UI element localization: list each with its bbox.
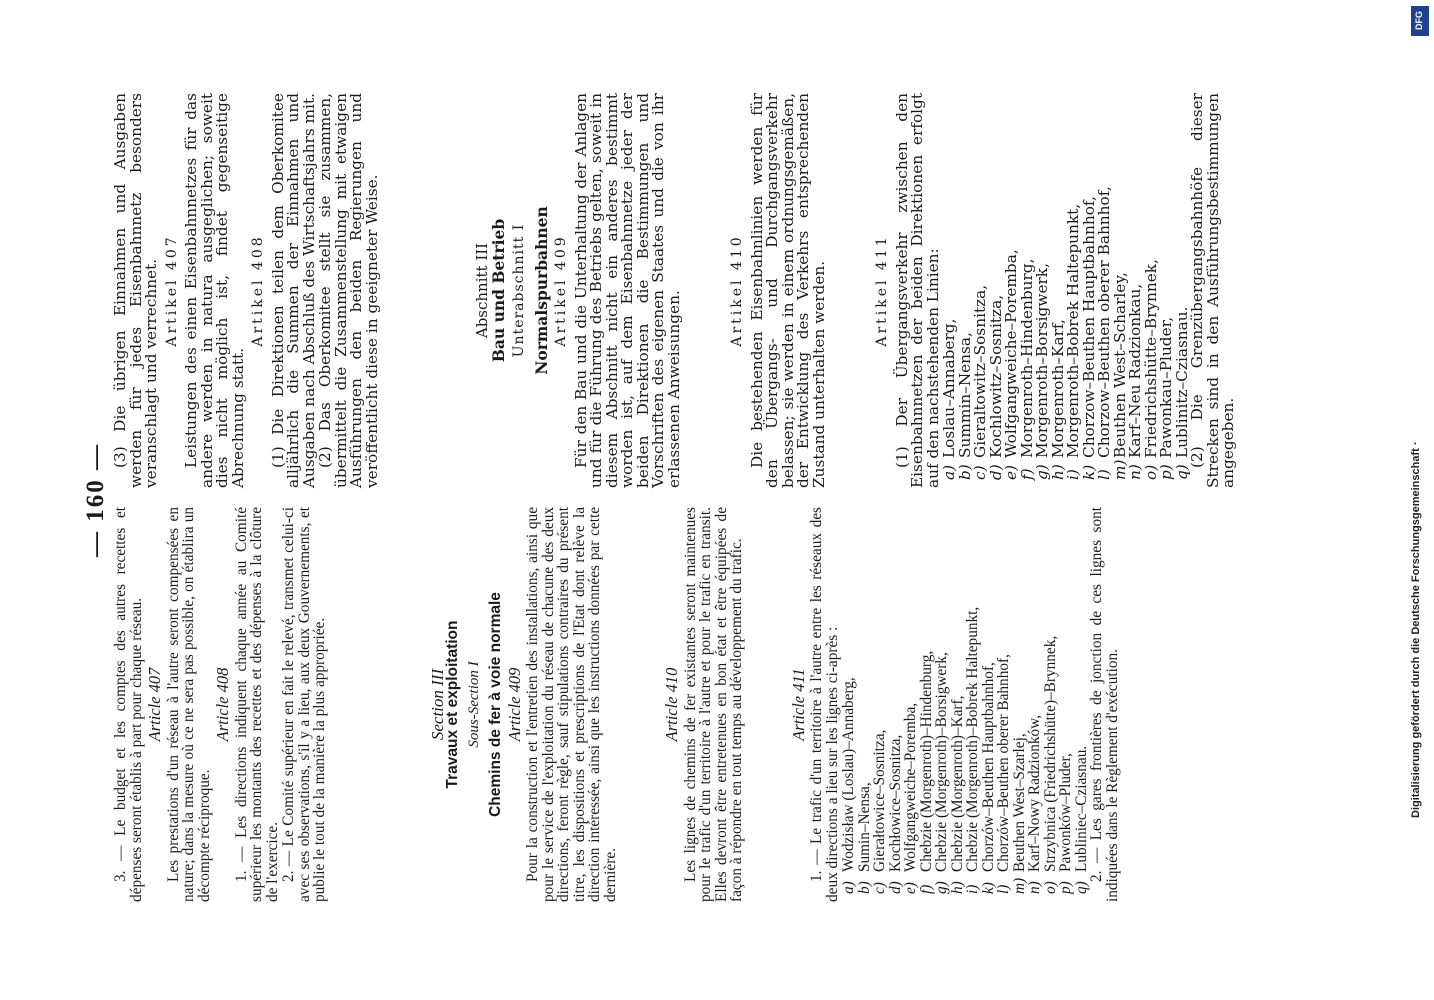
article-heading: Artikel 410 — [729, 234, 745, 347]
french-column — [113, 507, 1121, 902]
list-letter: d) — [886, 881, 904, 894]
list-letter: c) — [971, 465, 989, 480]
paragraph: 1. — Le trafic d'un territoire à l'autre entre les réseaux des deux directions a lieu sur les lignes ci-après : — [808, 507, 841, 902]
list-letter: a) — [940, 464, 958, 480]
list-item — [857, 507, 873, 894]
list-letter: b) — [855, 881, 873, 894]
section-heading: Abschnitt III — [473, 242, 491, 339]
subsection-title: Normalspurbahnen — [531, 206, 551, 375]
article-heading: Artikel 411 — [874, 234, 890, 347]
station-pair: Lubliniec–Cziasnau. — [1072, 745, 1090, 872]
station-pair: Pawonków–Pluder, — [1057, 753, 1074, 872]
station-pair: Chorzow–Beuthen Hauptbahnhof, — [1079, 196, 1098, 458]
paragraph: Die bestehenden Eisenbahnlinien werden für den Übergangs- und Durchgangsverkehr belassen; sie werden in einem ordnungsgemäßen, der Entwicklung des Verkehrs entsprechenden Zustand unterhalten werden. — [747, 93, 828, 488]
article-heading: Article 410 — [662, 667, 681, 742]
station-pair: Lublinitz–Cziasnau. — [1172, 306, 1191, 458]
german-column — [113, 93, 1238, 488]
station-pair: Morgenroth–Borsigwerk, — [1033, 263, 1051, 458]
article-heading: Article 409 — [504, 667, 524, 742]
station-pair: Beuthen West–Scharley, — [1110, 272, 1129, 458]
paragraph: (1) Der Übergangsverkehr zwischen den Eisenbahnnetzen der beiden Direktionen erfolgt auf den nachstehenden Linien: — [892, 93, 942, 488]
article-heading: Article 411 — [788, 668, 808, 741]
station-pair: Chorzów–Beuthen Hauptbahnhof, — [979, 662, 997, 872]
list-item — [872, 507, 888, 894]
article-heading: Artikel 408 — [250, 234, 266, 347]
paragraph: Pour la construction et l'entretien des installations, ainsi que pour le service de l'exploitation du réseau de chacune des deux directions, feront règle, sauf stipulations contraires du présent titre, les dispositions et prescriptions de l'Etat dont relève la direction intéressée, ainsi que les instructions données par cette dernière. — [524, 507, 619, 902]
list-letter: f) — [917, 884, 935, 894]
list-letter: o) — [1141, 464, 1160, 480]
station-pair: Chorzów–Beuthen oberer Bahnhof, — [995, 654, 1012, 872]
paragraph: Les lignes de chemins de fer existantes seront maintenues pour le trafic d'un territoire à l'autre et pour le trafic en transit. Elles devront être entretenues en bon état et être équipées de façon à répondre en tout temps au développement du trafic. — [681, 507, 745, 902]
list-letter: n) — [1126, 464, 1144, 480]
list-letter: e) — [902, 882, 919, 894]
list-letter: i) — [964, 884, 981, 894]
list-letter: e) — [1002, 464, 1020, 480]
station-pair: Karf–Nowy Radzionków, — [1026, 714, 1043, 872]
list-letter: n) — [1026, 881, 1043, 894]
station-list — [841, 507, 1089, 902]
station-pair: Chebzie (Morgenroth)–Karf, — [948, 695, 966, 872]
list-letter: f) — [1017, 468, 1036, 480]
station-pair: Strzybnica (Friedrichshütte)–Brynnek, — [1041, 635, 1059, 872]
list-letter: q) — [1072, 881, 1090, 894]
list-letter: h) — [1048, 464, 1067, 480]
paragraph: (3) Die übrigen Einnahmen und Ausgaben werden für jedes Eisenbahnnetz besonders veranschlagt und verrechnet. — [111, 93, 160, 488]
list-item — [996, 507, 1012, 894]
list-letter: g) — [933, 881, 950, 894]
list-item — [981, 507, 997, 894]
list-letter: q) — [1172, 464, 1191, 480]
list-letter: k) — [979, 882, 997, 894]
list-letter: k) — [1079, 464, 1098, 480]
paragraph: (2) Die Grenzübergangsbahnhöfe dieser Strecken sind in den Ausführungsbestimmungen angegeben. — [1188, 93, 1237, 488]
list-letter: i) — [1064, 469, 1082, 480]
subsection-title: Chemins de fer à voie normale — [487, 592, 504, 817]
list-letter: b) — [955, 464, 974, 480]
station-pair: Wolfgangweiche–Poremba, — [902, 702, 919, 872]
list-letter: a) — [840, 881, 857, 894]
station-pair: Wolfgangweiche–Poremba, — [1002, 249, 1020, 458]
paragraph: Für den Bau und die Unterhaltung der Anlagen und für die Führung des Betriebs gelten, soweit in diesem Abschnitt nicht ein anderes bestimmt worden ist, auf dem Eisenbahnnetze jeder der beiden Direktionen die Bestimmungen und Vorschriften des eigenen Staates und die von ihr erlassenen Anweisungen. — [571, 93, 683, 488]
paragraph: 3. — Le budget et les comptes des autres recettes et dépenses seront établis à part pour chaque réseau. — [112, 507, 145, 902]
credit-text: Digitalisierung gefördert durch die Deutsche Forschungsgemeinschaft · — [1410, 441, 1422, 818]
article-heading: Article 408 — [213, 667, 232, 742]
station-pair: Pawonkau–Pluder, — [1157, 316, 1175, 458]
station-pair: Wodzisław (Loslau)–Annaberg, — [840, 677, 857, 872]
station-pair: Sumin–Nensa, — [855, 782, 873, 872]
list-item — [1074, 507, 1090, 894]
list-item — [950, 507, 966, 894]
station-pair: Friedrichshütte–Brynnek, — [1141, 259, 1160, 458]
article-heading: Artikel 407 — [163, 234, 180, 347]
list-letter: h) — [948, 881, 966, 894]
list-letter: p) — [1057, 881, 1074, 894]
station-pair: Gieraltowitz–Sosnitza, — [971, 284, 989, 458]
station-pair: Chorzow–Beuthen oberer Bahnhof, — [1095, 186, 1113, 458]
paragraph: 2. — Les gares frontières de jonction de ces lignes sont indiquées dans le Règlement d'exécution. — [1088, 507, 1121, 902]
digitization-credit — [1410, 6, 1428, 818]
section-heading: Section III — [427, 668, 447, 741]
subsection-heading: Unterabschnitt I — [511, 223, 527, 358]
paragraph: 2. — Le Comité supérieur en fait le relevé, transmet celui-ci avec ses observations, s'il y a lieu, aux deux Gouvernements, et publie le tout de la manière la plus appropriée. — [280, 507, 328, 902]
list-item — [903, 507, 919, 894]
list-item — [841, 507, 857, 894]
station-pair: Morgenroth–Bobrek Haltepunkt, — [1064, 203, 1082, 458]
list-letter: c) — [871, 882, 888, 894]
list-item — [1012, 507, 1028, 894]
paragraph: Les prestations d'un réseau à l'autre seront compensées en nature; dans la mesure où ce ne sera pas possible, on établira un décompte réciproque. — [164, 507, 213, 902]
dfg-logo-text: DFG — [1414, 11, 1424, 31]
subsection-heading: Sous-Section I — [465, 661, 482, 748]
section-title: Bau und Betrieb — [488, 218, 508, 363]
list-item — [965, 507, 981, 894]
list-letter: l) — [995, 884, 1012, 894]
article-heading: Article 407 — [145, 667, 164, 742]
station-pair: Kochłowice–Sosnitza, — [886, 734, 904, 872]
paragraph: (2) Das Oberkomitee stellt sie zusammen, übermittelt die Zusammenstellung mit etwaigen Ausführungen den beiden Regierungen und veröffentlicht diese in geeigneter Weise. — [316, 93, 381, 488]
list-letter: m) — [1010, 877, 1028, 894]
station-pair: Karf–Neu Radzionkau, — [1126, 283, 1144, 458]
list-letter: m) — [1110, 459, 1129, 480]
list-letter: o) — [1041, 881, 1059, 894]
station-pair: Beuthen West–Szarlej, — [1010, 733, 1028, 872]
dfg-logo — [1411, 6, 1429, 36]
list-item — [888, 507, 904, 894]
station-pair: Chebzie (Morgenroth)–Bobrek Haltepunkt, — [964, 606, 981, 872]
list-letter: l) — [1095, 469, 1113, 480]
section-title: Travaux et exploitation — [444, 620, 461, 789]
list-letter: g) — [1033, 464, 1051, 480]
list-item — [1027, 507, 1043, 894]
page-number: — 160 — — [82, 443, 109, 557]
list-letter: d) — [986, 464, 1005, 480]
list-item — [1058, 507, 1074, 894]
paragraph: Leistungen des einen Eisenbahnnetzes für das andere werden in natura ausgeglichen; soweit dies nicht möglich ist, findet gegenseitige Abrechnung statt. — [182, 93, 247, 488]
station-pair: Chebzie (Morgenroth)–Borsigwerk, — [933, 652, 950, 872]
list-item — [919, 507, 935, 894]
list-item — [934, 507, 950, 894]
station-list — [942, 93, 1190, 488]
station-pair: Kochlowitz–Sosnitza, — [986, 294, 1005, 458]
list-letter: p) — [1157, 464, 1175, 480]
paragraph: (1) Die Direktionen teilen dem Oberkomitee alljährlich die Summen der Einnahmen und Ausgaben nach Abschluß des Wirtschaftsjahrs mit. — [268, 93, 318, 488]
station-pair: Morgenroth–Karf, — [1048, 319, 1067, 458]
station-pair: Gierałtowice–Sosnitza, — [871, 729, 888, 872]
station-pair: Summin–Nensa, — [955, 332, 974, 458]
station-pair: Chebzie (Morgenroth)–Hindenburg, — [917, 650, 935, 872]
station-pair: Loslau–Annaberg, — [940, 318, 958, 458]
article-heading: Artikel 409 — [553, 234, 569, 347]
list-item — [1043, 507, 1059, 894]
paragraph: 1. — Les directions indiquent chaque année au Comité supérieur les montants des recettes et des dépenses à la clôture de l'exercice. — [232, 507, 281, 902]
station-pair: Morgenroth–Hindenburg, — [1017, 258, 1036, 458]
